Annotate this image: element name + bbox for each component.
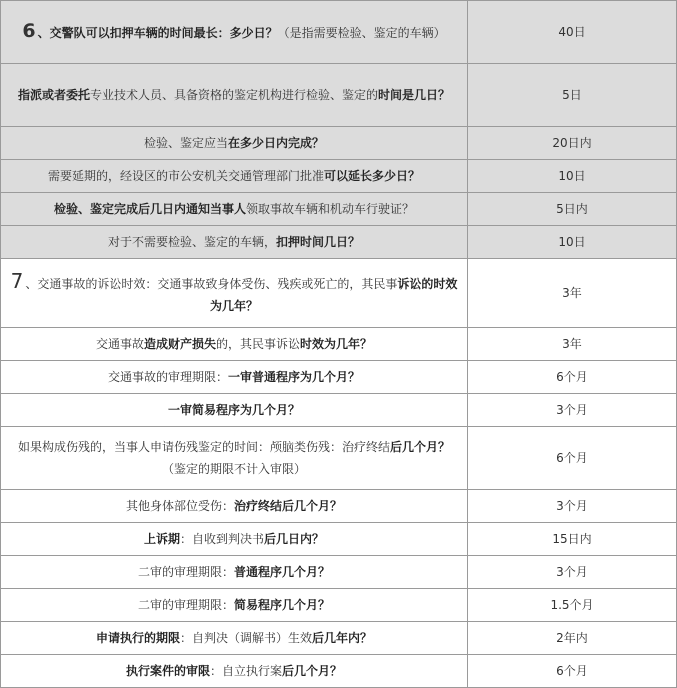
- question-cell: [1, 361, 468, 394]
- table-row: [1, 328, 677, 361]
- question-text: （鉴定的期限不计入审限）: [161, 462, 306, 476]
- answer-cell: 3个月: [468, 556, 677, 589]
- answer-cell: 6个月: [468, 427, 677, 490]
- question-text: 6: [22, 20, 36, 42]
- question-emphasis: 、交警队可以扣押车辆的时间最长：多少日？: [37, 26, 278, 40]
- answer-cell: 3年: [468, 328, 677, 361]
- question-cell: [1, 64, 468, 127]
- question-cell: [1, 427, 468, 490]
- question-cell: [1, 226, 468, 259]
- table-row: [1, 622, 677, 655]
- question-text: 交通事故的审理期限：: [107, 370, 228, 384]
- table-row: [1, 394, 677, 427]
- question-cell: [1, 556, 468, 589]
- question-cell: [1, 328, 468, 361]
- answer-cell: 6个月: [468, 361, 677, 394]
- answer-cell: 6个月: [468, 655, 677, 688]
- table-row: [1, 556, 677, 589]
- question-emphasis: 普通程序几个月？: [234, 565, 331, 579]
- question-cell: [1, 655, 468, 688]
- question-text: 交通事故: [95, 337, 144, 351]
- question-cell: [1, 193, 468, 226]
- question-emphasis: 在多少日内完成？: [228, 136, 325, 150]
- question-text: 7: [10, 268, 24, 293]
- table-row: [1, 490, 677, 523]
- question-emphasis: 可以延长多少日？: [324, 169, 421, 183]
- question-emphasis: 一审简易程序为几个月？: [167, 403, 300, 417]
- answer-cell: 3个月: [468, 490, 677, 523]
- table-row: [1, 655, 677, 688]
- question-cell: [1, 160, 468, 193]
- question-emphasis: 诉讼的时效为几年？: [209, 276, 458, 313]
- table-row: [1, 523, 677, 556]
- question-emphasis: 时间是几日？: [378, 88, 451, 102]
- answer-cell: 10日: [468, 226, 677, 259]
- table-row: [1, 589, 677, 622]
- question-cell: [1, 490, 468, 523]
- question-emphasis: 治疗终结后几个月？: [234, 499, 343, 513]
- table-row: [1, 259, 677, 328]
- answer-cell: 20日内: [468, 127, 677, 160]
- question-emphasis: 指派或者委托: [17, 88, 90, 102]
- question-text: 领取事故车辆和机动车行驶证？: [246, 202, 415, 216]
- question-cell: [1, 622, 468, 655]
- question-text: 、交通事故的诉讼时效：交通事故致身体受伤、残疾或死亡的，其民事: [25, 276, 398, 291]
- question-emphasis: 后几年内？: [312, 631, 373, 645]
- table-row: [1, 193, 677, 226]
- question-cell: [1, 589, 468, 622]
- table-row: [1, 361, 677, 394]
- question-text: （是指需要检验、鉴定的车辆）: [277, 26, 446, 40]
- answer-cell: 2年内: [468, 622, 677, 655]
- answer-cell: 3个月: [468, 394, 677, 427]
- answer-cell: 5日: [468, 64, 677, 127]
- answer-cell: 1.5个月: [468, 589, 677, 622]
- question-text: 需要延期的，经设区的市公安机关交通管理部门批准: [47, 169, 324, 183]
- question-text: 其他身体部位受伤：: [125, 499, 234, 513]
- question-emphasis: 执行案件的审限: [125, 664, 210, 678]
- question-cell: [1, 127, 468, 160]
- question-emphasis: 扣押时间几日？: [276, 235, 361, 249]
- question-emphasis: 简易程序几个月？: [234, 598, 331, 612]
- question-cell: [1, 394, 468, 427]
- answer-cell: 5日内: [468, 193, 677, 226]
- qa-table-body: [1, 1, 677, 688]
- question-emphasis: 申请执行的期限: [95, 631, 180, 645]
- question-cell: [1, 259, 468, 328]
- question-text: ：自收到判决书: [179, 532, 264, 546]
- question-text: 二审的审理期限：: [137, 565, 234, 579]
- question-emphasis: 一审普通程序为几个月？: [228, 370, 361, 384]
- table-row: [1, 1, 677, 64]
- table-row: [1, 160, 677, 193]
- question-emphasis: 时效为几年？: [300, 337, 373, 351]
- question-text: 检验、鉴定应当: [143, 136, 228, 150]
- question-emphasis: 造成财产损失: [143, 337, 216, 351]
- question-text: 对于不需要检验、鉴定的车辆，: [107, 235, 276, 249]
- question-cell: [1, 523, 468, 556]
- question-emphasis: 后几个月？: [282, 664, 343, 678]
- table-row: [1, 127, 677, 160]
- table-row: [1, 427, 677, 490]
- question-text: 的，其民事诉讼: [216, 337, 301, 351]
- answer-cell: 15日内: [468, 523, 677, 556]
- question-text: ：自立执行案: [209, 664, 282, 678]
- answer-cell: 10日: [468, 160, 677, 193]
- question-text: 如果构成伤残的，当事人申请伤残鉴定的时间：颅脑类伤残：治疗终结: [17, 440, 390, 454]
- question-text: ：自判决（调解书）生效: [179, 631, 312, 645]
- question-emphasis: 后几个月？: [390, 440, 451, 454]
- question-text: 二审的审理期限：: [137, 598, 234, 612]
- question-text: 专业技术人员、具备资格的鉴定机构进行检验、鉴定的: [89, 88, 378, 102]
- table-row: [1, 226, 677, 259]
- question-cell: [1, 1, 468, 64]
- answer-cell: 3年: [468, 259, 677, 328]
- question-emphasis: 上诉期: [143, 532, 180, 546]
- answer-cell: 40日: [468, 1, 677, 64]
- table-row: [1, 64, 677, 127]
- question-emphasis: 检验、鉴定完成后几日内通知当事人: [53, 202, 246, 216]
- question-emphasis: 后几日内？: [264, 532, 325, 546]
